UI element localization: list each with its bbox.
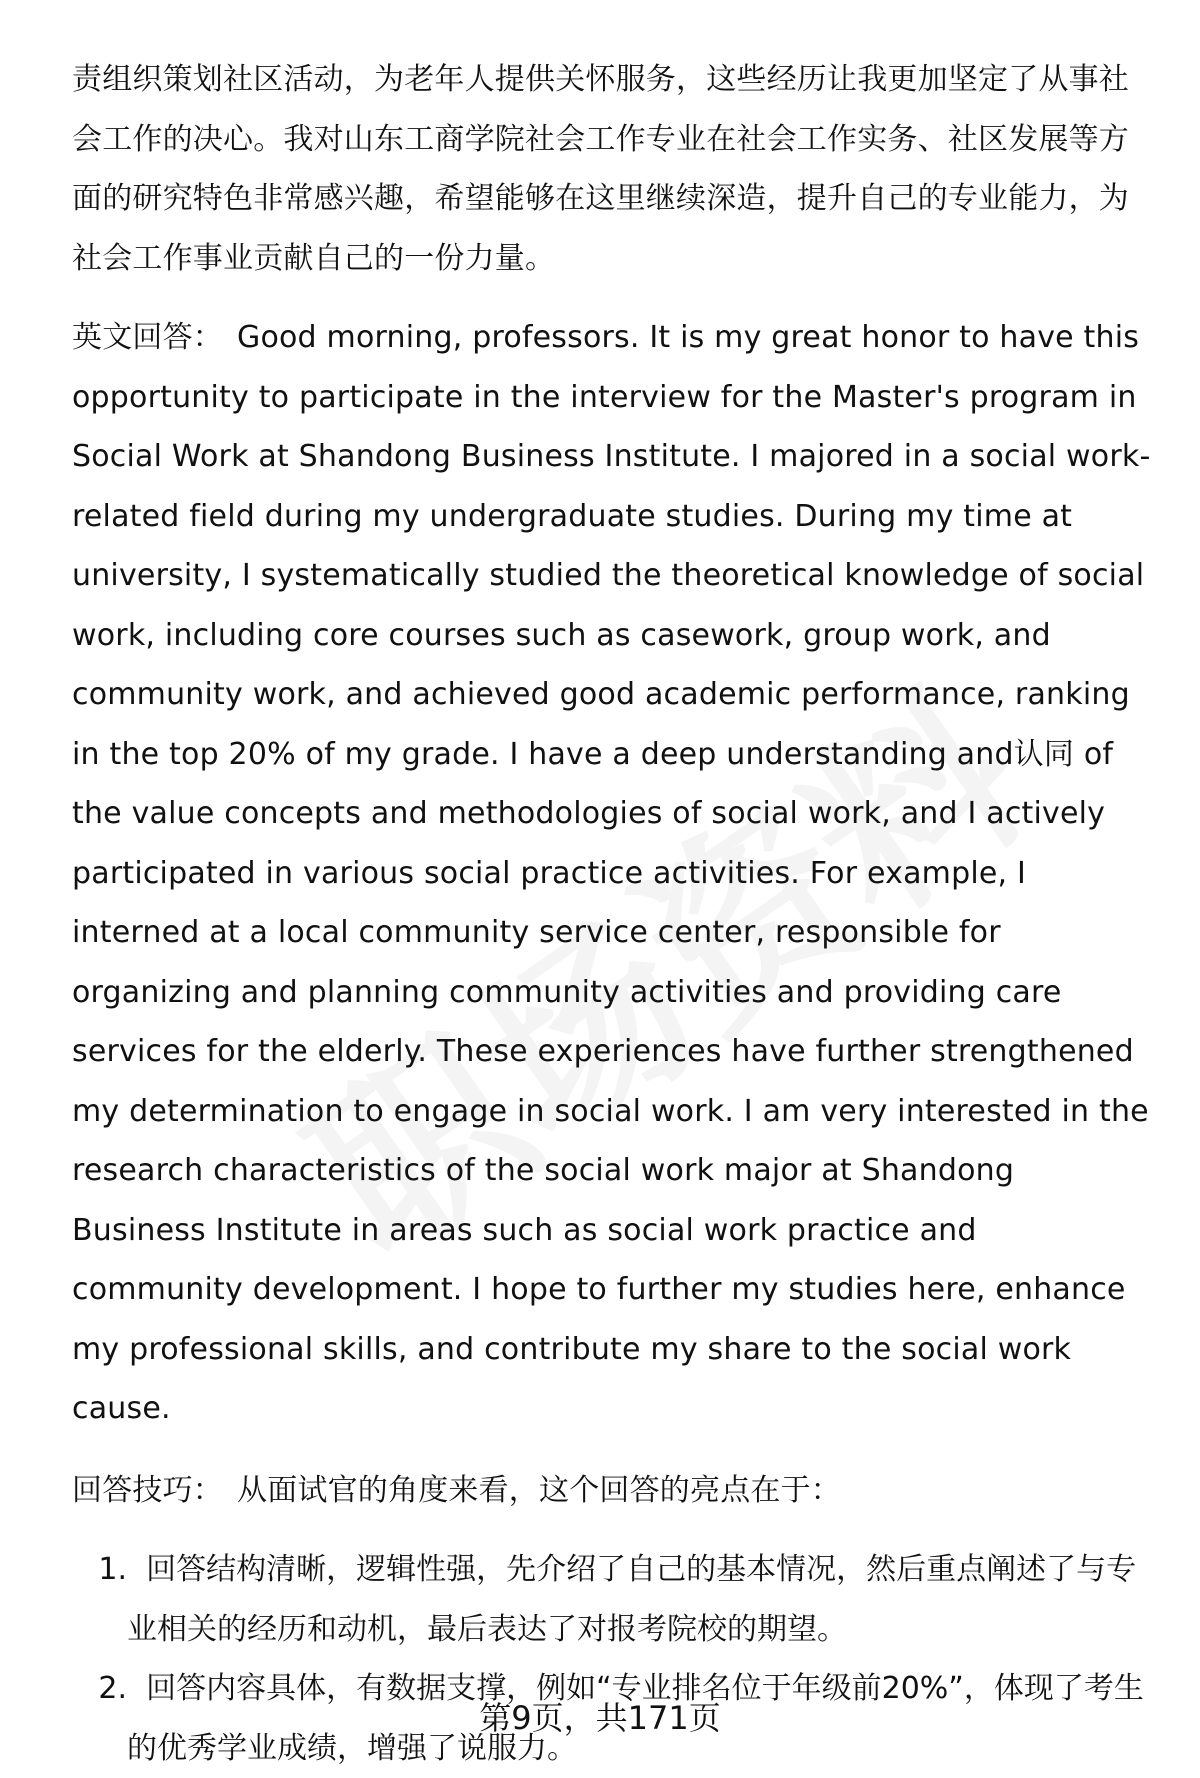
document-page <box>72 50 1152 1778</box>
answer-tips-label: 回答技巧： <box>72 1472 223 1508</box>
list-item-content: 回答结构清晰，逻辑性强，先介绍了自己的基本情况，然后重点阐述了与专业相关的经历和动机，最后表达了对报考院校的期望。 <box>127 1552 1137 1647</box>
english-answer-label: 英文回答： <box>72 320 223 355</box>
english-answer-paragraph <box>72 308 1152 1439</box>
english-answer-text: Good morning, professors. It is my great honor to have this opportunity to participate in the interview for the Master's program in Social Work at Shandong Business Institute. I majored in a social work-related field during my undergraduate studies. During my time at university, I systematically studied the theoretical knowledge of social work, including core courses such as casework, group work, and community work, and achieved good academic performance, ranking in the top 20% of my grade. I have a deep understanding and认同 of the value concepts and methodologies of social work, and I actively participated in various social practice activities. For example, I interned at a local community service center, responsible for organizing and planning community activities and providing care services for the elderly. These experiences have further strengthened my determination to engage in social work. I am very interested in the research characteristics of the social work major at Shandong Business Institute in areas such as social work practice and community development. I hope to further my studies here, enhance my professional skills, and contribute my share to the social work cause. <box>72 320 1151 1426</box>
list-item <box>72 1540 1152 1659</box>
list-item-number: 2. <box>98 1671 127 1706</box>
answer-tips-intro: 从面试官的角度来看，这个回答的亮点在于： <box>237 1472 841 1508</box>
list-item-number: 1. <box>98 1552 127 1587</box>
list-item-text <box>127 1540 1152 1659</box>
chinese-continuation-paragraph: 责组织策划社区活动，为老年人提供关怀服务，这些经历让我更加坚定了从事社会工作的决心。我对山东工商学院社会工作专业在社会工作实务、社区发展等方面的研究特色非常感兴趣，希望能够在这里继续深造，提升自己的专业能力，为社会工作事业贡献自己的一份力量。 <box>72 62 1129 276</box>
list-item-content: 回答内容具体，有数据支撑，例如“专业排名位于年级前20%”，体现了考生的优秀学业成绩，增强了说服力。 <box>127 1671 1144 1766</box>
answer-tips-heading <box>72 1461 1152 1521</box>
tips-list <box>72 1540 1152 1778</box>
page-footer: 第9页，共171页 <box>479 1699 721 1737</box>
